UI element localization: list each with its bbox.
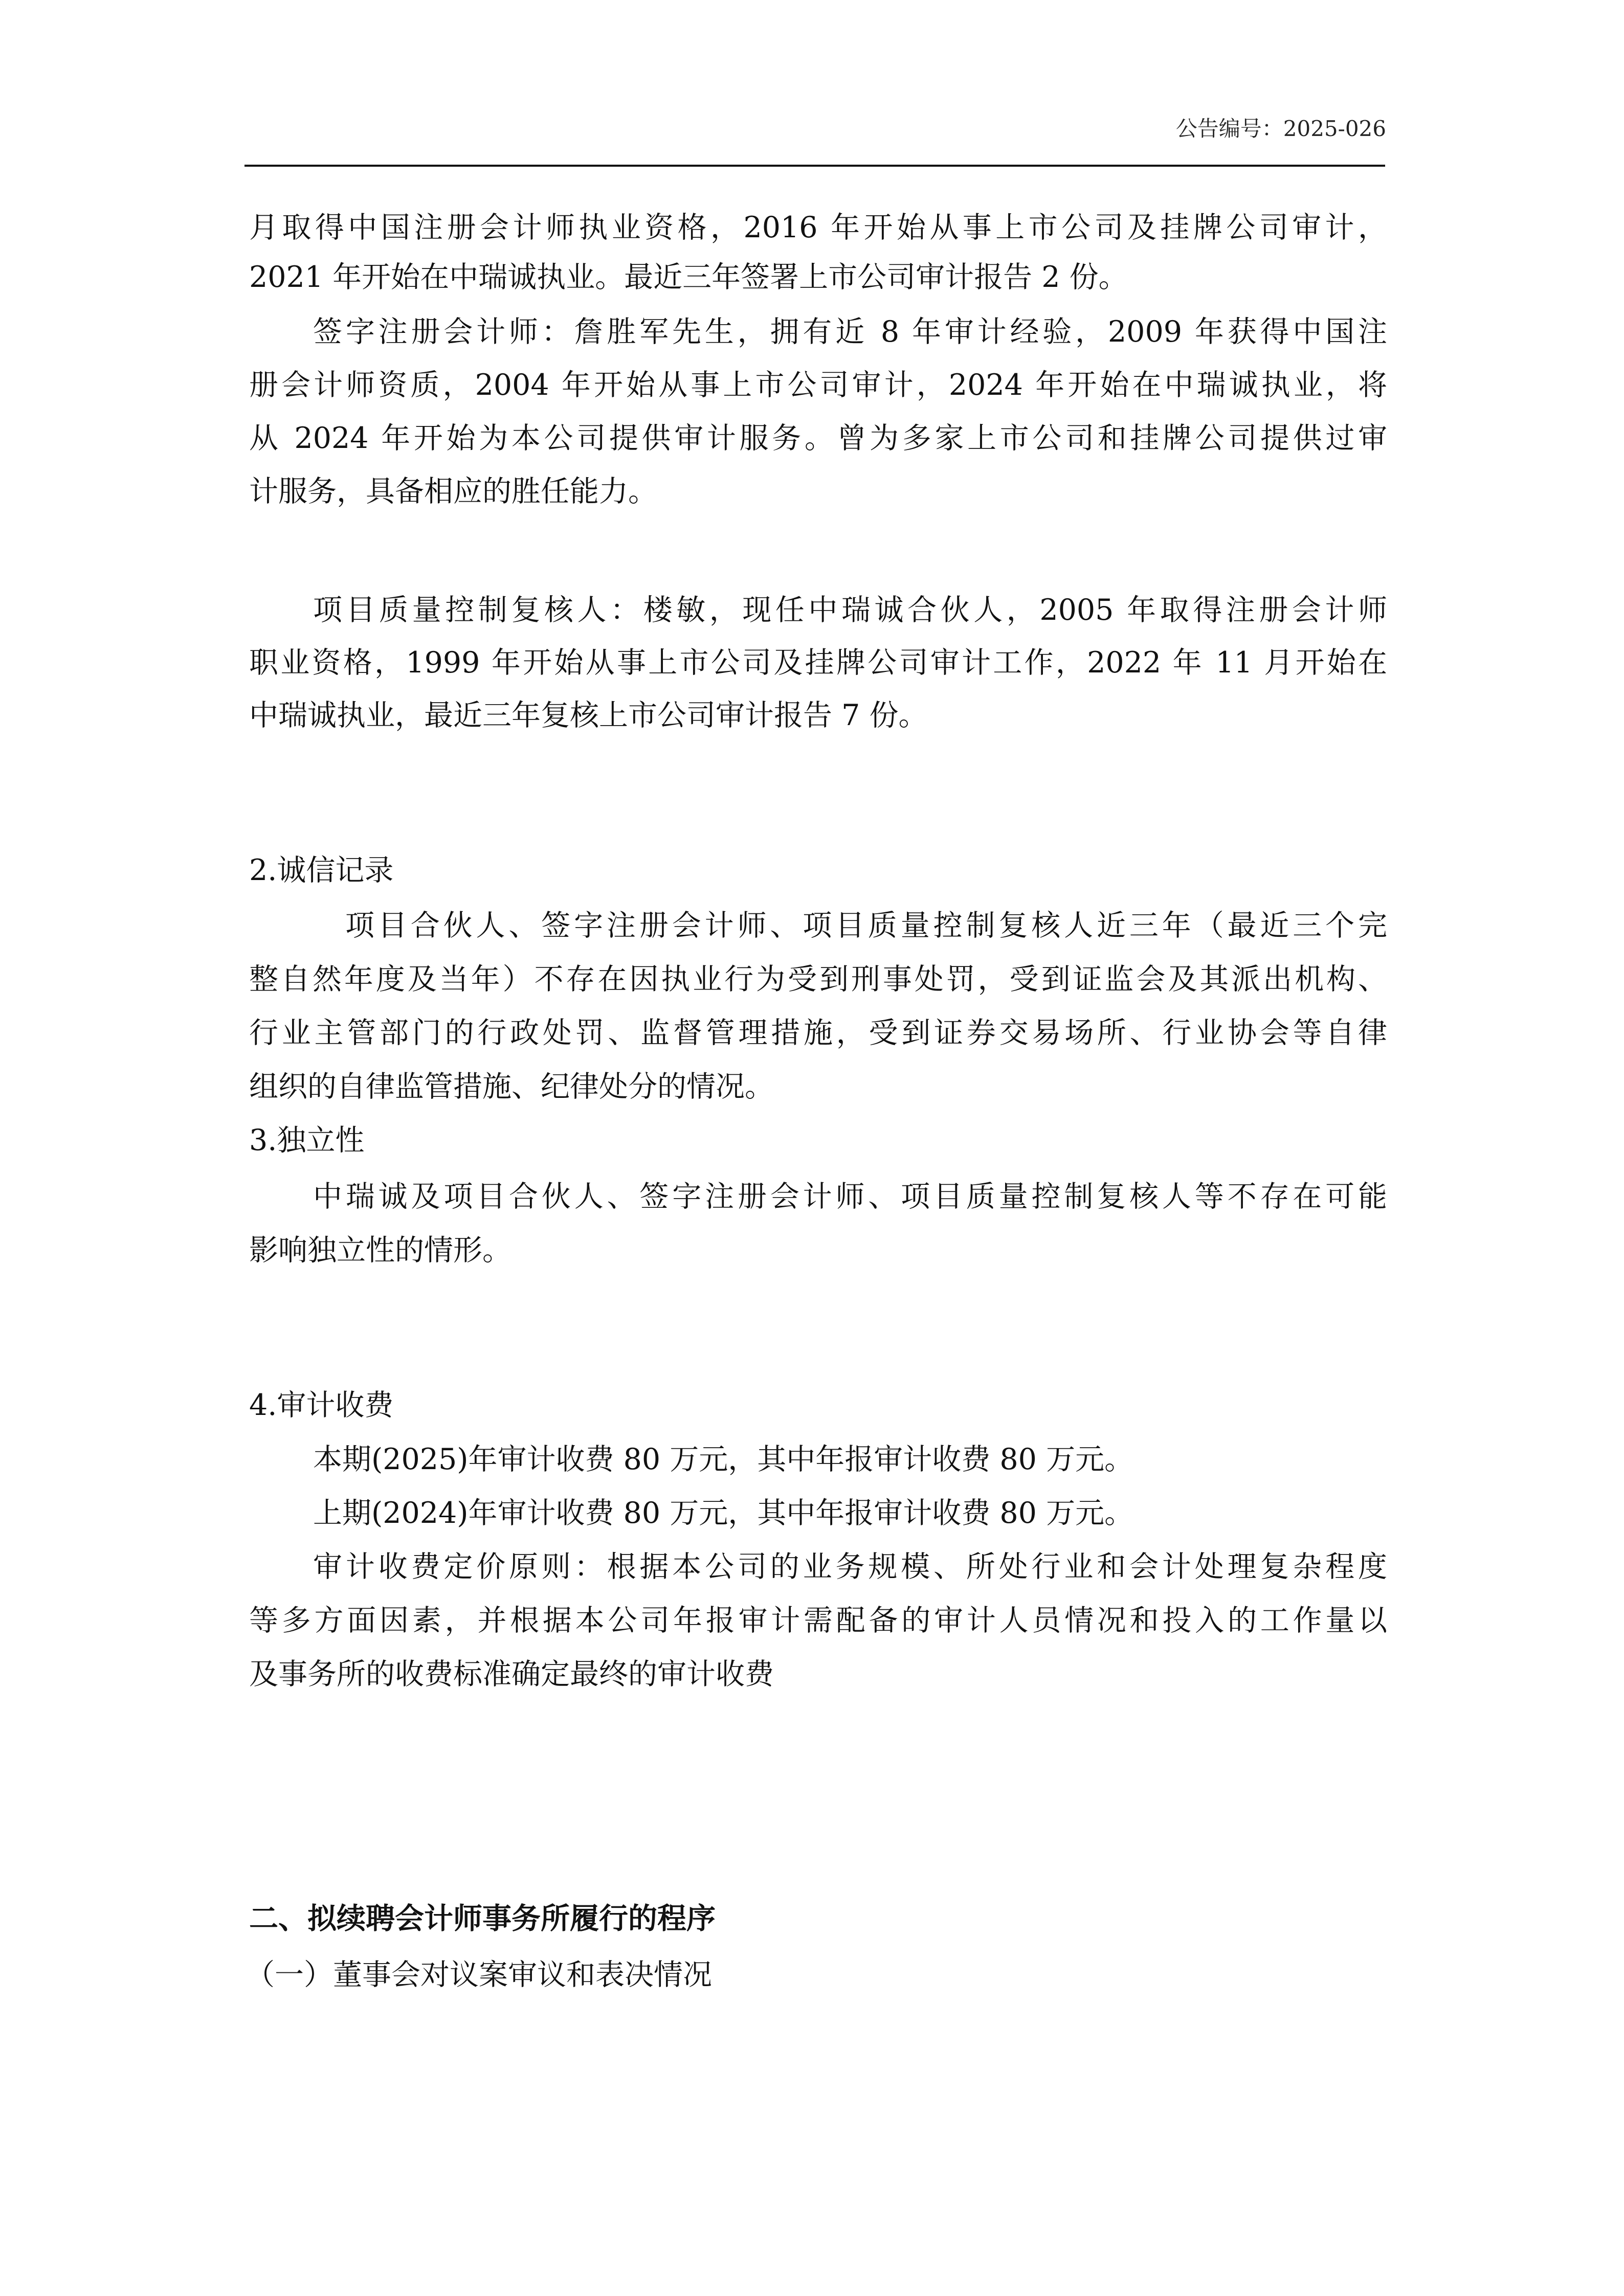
prior-period-fee: 上期(2024)年审计收费 80 万元，其中年报审计收费 80 万元。 xyxy=(313,1496,1134,1530)
paragraph-line: 整自然年度及当年）不存在因执业行为受到刑事处罚，受到证监会及其派出机构、 xyxy=(249,962,1387,996)
paragraph-line: 2021 年开始在中瑞诚执业。最近三年签署上市公司审计报告 2 份。 xyxy=(249,260,1128,294)
section-heading: 3.独立性 xyxy=(249,1123,365,1157)
paragraph-line: 项目质量控制复核人：楼敏，现任中瑞诚合伙人，2005 年取得注册会计师 xyxy=(313,593,1387,627)
section-heading: 2.诚信记录 xyxy=(249,853,394,887)
paragraph-line: 月取得中国注册会计师执业资格，2016 年开始从事上市公司及挂牌公司审计， xyxy=(249,211,1387,244)
paragraph-line: 册会计师资质，2004 年开始从事上市公司审计，2024 年开始在中瑞诚执业，将 xyxy=(249,368,1387,402)
part-two-heading: 二、拟续聘会计师事务所履行的程序 xyxy=(249,1901,716,1935)
paragraph-line: 计服务，具备相应的胜任能力。 xyxy=(249,475,657,508)
current-period-fee: 本期(2025)年审计收费 80 万元，其中年报审计收费 80 万元。 xyxy=(313,1443,1134,1476)
paragraph-line: 影响独立性的情形。 xyxy=(249,1233,511,1267)
paragraph-line: 签字注册会计师：詹胜军先生，拥有近 8 年审计经验，2009 年获得中国注 xyxy=(313,315,1387,349)
header-divider xyxy=(244,165,1385,167)
paragraph-line: 中瑞诚执业，最近三年复核上市公司审计报告 7 份。 xyxy=(249,699,928,732)
paragraph-line: 项目合伙人、签字注册会计师、项目质量控制复核人近三年（最近三个完 xyxy=(345,909,1387,942)
announcement-number: 公告编号：2025-026 xyxy=(1175,116,1386,141)
paragraph-line: 及事务所的收费标准确定最终的审计收费 xyxy=(249,1657,774,1691)
paragraph-line: 从 2024 年开始为本公司提供审计服务。曾为多家上市公司和挂牌公司提供过审 xyxy=(249,421,1387,455)
paragraph-line: 组织的自律监管措施、纪律处分的情况。 xyxy=(249,1070,774,1104)
paragraph-line: 等多方面因素，并根据本公司年报审计需配备的审计人员情况和投入的工作量以 xyxy=(249,1604,1387,1637)
subsection-heading: （一）董事会对议案审议和表决情况 xyxy=(246,1958,712,1992)
paragraph-line: 职业资格，1999 年开始从事上市公司及挂牌公司审计工作，2022 年 11 月开始在 xyxy=(249,646,1387,680)
paragraph-line: 中瑞诚及项目合伙人、签字注册会计师、项目质量控制复核人等不存在可能 xyxy=(313,1180,1387,1213)
section-heading: 4.审计收费 xyxy=(249,1388,394,1422)
paragraph-line: 行业主管部门的行政处罚、监督管理措施，受到证券交易场所、行业协会等自律 xyxy=(249,1016,1387,1050)
paragraph-line: 审计收费定价原则：根据本公司的业务规模、所处行业和会计处理复杂程度 xyxy=(313,1550,1387,1584)
